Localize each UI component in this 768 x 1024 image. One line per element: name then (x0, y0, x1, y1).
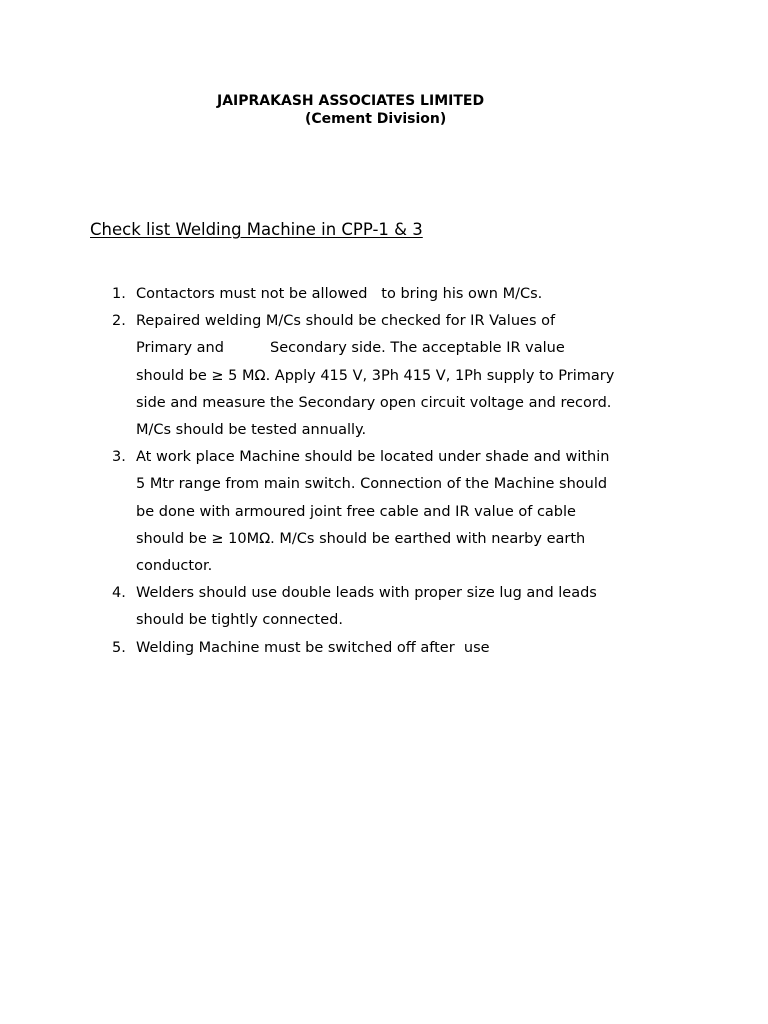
item-number: 3. (112, 449, 126, 466)
division-name: (Cement Division) (305, 111, 447, 127)
company-name: JAIPRAKASH ASSOCIATES LIMITED (217, 93, 485, 109)
checklist-item-3 (0, 444, 768, 580)
checklist-item-5 (0, 635, 768, 662)
item-text-line: should be ≥ 5 MΩ. Apply 415 V, 3Ph 415 V, 1Ph supply to Primary (136, 367, 615, 384)
item-text-line: be done with armoured joint free cable and IR value of cable (136, 503, 576, 520)
item-number: 5. (112, 639, 126, 656)
item-text-line: M/Cs should be tested annually. (136, 422, 367, 439)
item-text-line: conductor. (136, 558, 213, 575)
checklist (0, 281, 768, 662)
checklist-item-1 (0, 281, 768, 308)
item-text-line: Repaired welding M/Cs should be checked for IR Values of (136, 313, 556, 330)
item-text-line: should be ≥ 10MΩ. M/Cs should be earthed with nearby earth (136, 530, 586, 547)
item-number: 4. (112, 585, 126, 602)
checklist-item-4 (0, 580, 768, 634)
document-title: Check list Welding Machine in CPP-1 & 3 (90, 220, 423, 239)
item-text-line: At work place Machine should be located under shade and within (136, 449, 610, 466)
item-number: 2. (112, 313, 126, 330)
item-text-line: Contactors must not be allowed to bring his own M/Cs. (136, 286, 543, 302)
item-number: 1. (112, 286, 126, 302)
item-text-line: Welding Machine must be switched off after use (136, 639, 490, 656)
checklist-item-2 (0, 308, 768, 444)
item-text-line: Primary and Secondary side. The acceptable IR value (136, 340, 565, 357)
item-text-line: Welders should use double leads with proper size lug and leads (136, 585, 597, 602)
item-text-line: 5 Mtr range from main switch. Connection of the Machine should (136, 476, 608, 493)
item-text-line: should be tightly connected. (136, 612, 343, 629)
item-text-line: side and measure the Secondary open circuit voltage and record. (136, 394, 612, 411)
